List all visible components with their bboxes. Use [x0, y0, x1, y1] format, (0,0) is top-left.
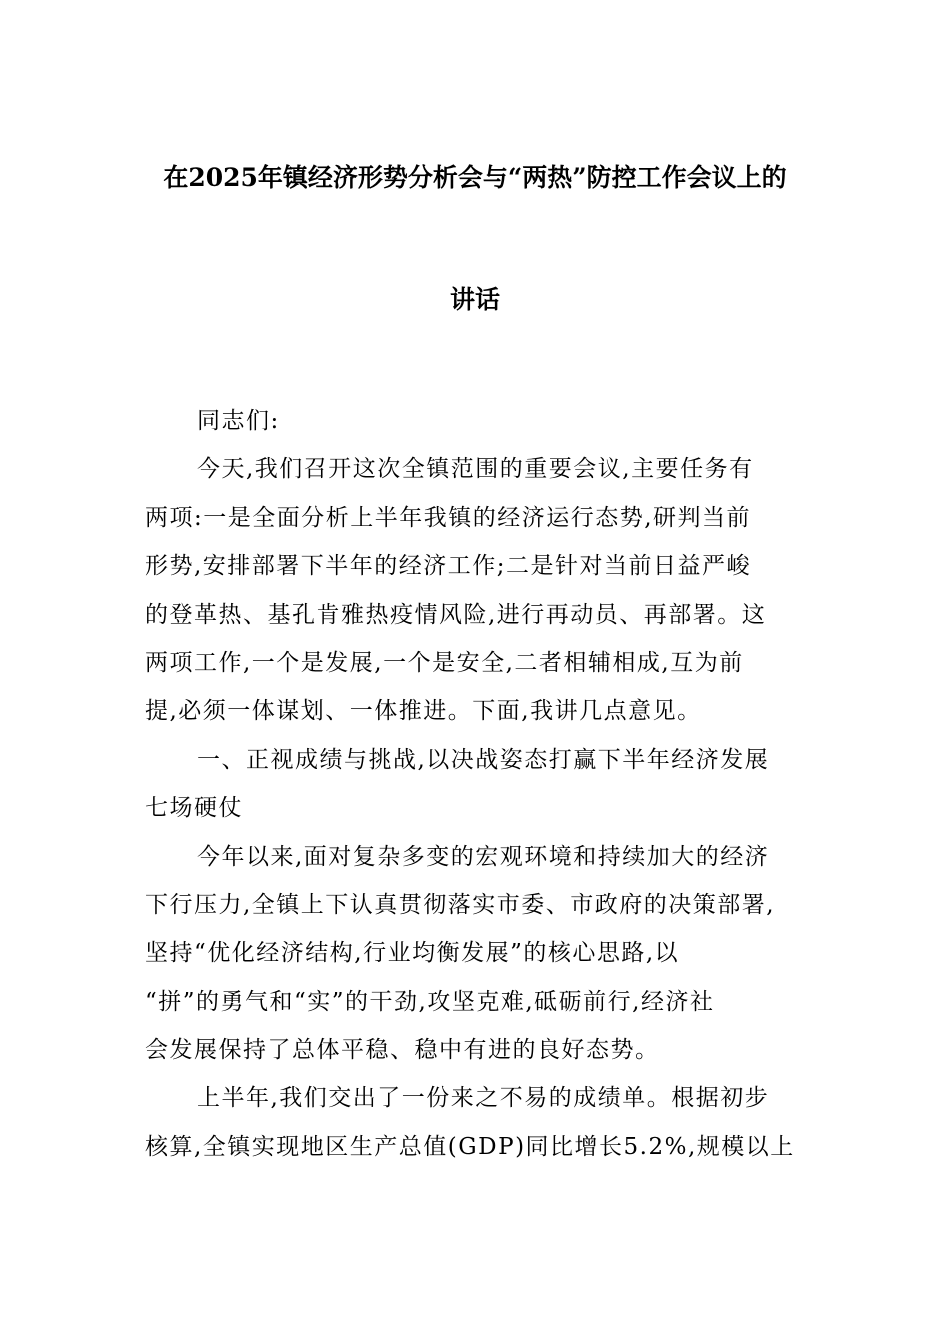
paragraph-3-line-1: 上半年,我们交出了一份来之不易的成绩单。根据初步 — [197, 1085, 770, 1112]
paragraph-3-line-2: 核算,全镇实现地区生产总值(GDP)同比增长5.2%,规模以上 — [145, 1133, 795, 1160]
paragraph-2-line-2: 下行压力,全镇上下认真贯彻落实市委、市政府的决策部署, — [145, 891, 776, 918]
section-heading-1-line-2: 七场硬仗 — [145, 795, 243, 822]
paragraph-2-line-1: 今年以来,面对复杂多变的宏观环境和持续加大的经济 — [197, 843, 770, 870]
paragraph-1-line-2: 两项:一是全面分析上半年我镇的经济运行态势,研判当前 — [145, 504, 752, 531]
paragraph-2-line-5: 会发展保持了总体平稳、稳中有进的良好态势。 — [145, 1037, 660, 1064]
paragraph-1-line-5: 两项工作,一个是发展,一个是安全,二者相辅相成,互为前 — [145, 649, 744, 676]
paragraph-1-line-3: 形势,安排部署下半年的经济工作;二是针对当前日益严峻 — [145, 553, 752, 580]
document-title-line-2: 讲话 — [449, 285, 500, 314]
document-title-line-1: 在2025年镇经济形势分析会与“两热”防控工作会议上的 — [163, 163, 787, 192]
paragraph-1-line-6: 提,必须一体谋划、一体推进。下面,我讲几点意见。 — [145, 698, 702, 725]
paragraph-2-line-4: “拼”的勇气和“实”的干劲,攻坚克难,砥砺前行,经济社 — [145, 988, 715, 1015]
section-heading-1-line-1: 一、正视成绩与挑战,以决战姿态打赢下半年经济发展 — [197, 746, 770, 773]
salutation: 同志们: — [197, 408, 280, 434]
paragraph-2-line-3: 坚持“优化经济结构,行业均衡发展”的核心思路,以 — [145, 940, 680, 967]
paragraph-1-line-4: 的登革热、基孔肯雅热疫情风险,进行再动员、再部署。这 — [145, 601, 767, 628]
document-body — [145, 397, 807, 1171]
paragraph-1-line-1: 今天,我们召开这次全镇范围的重要会议,主要任务有 — [197, 456, 754, 483]
